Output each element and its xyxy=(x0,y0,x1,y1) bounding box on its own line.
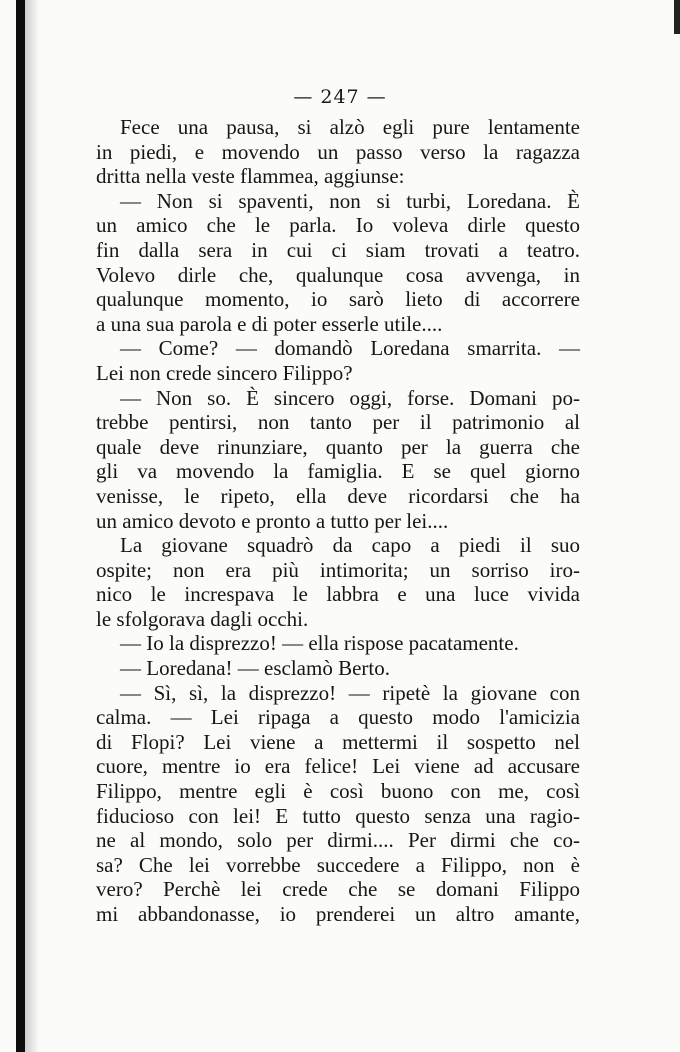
text-line: ne al mondo, solo per dirmi.... Per dirmi che co- xyxy=(96,828,580,853)
text-line: gli va movendo la famiglia. E se quel giorno xyxy=(96,459,580,484)
book-spine-edge xyxy=(16,0,25,1052)
text-line: di Flopi? Lei viene a mettermi il sospetto nel xyxy=(96,729,580,754)
text-line: mi abbandonasse, io prenderei un altro amante, xyxy=(96,902,580,926)
text-line: Volevo dirle che, qualunque cosa avvenga, in xyxy=(96,262,580,287)
text-line: Lei non crede sincero Filippo? xyxy=(96,360,353,385)
text-line: un amico che le parla. Io voleva dirle questo xyxy=(96,213,580,238)
text-line: nico le increspava le labbra e una luce vivida xyxy=(96,582,580,607)
text-line: La giovane squadrò da capo a piedi il suo xyxy=(120,533,580,558)
text-line: calma. — Lei ripaga a questo modo l'amicizia xyxy=(96,705,580,730)
scan-edge-mark xyxy=(674,0,680,34)
body-text xyxy=(96,115,580,927)
text-line: — Sì, sì, la disprezzo! — ripetè la giovane con xyxy=(120,680,580,705)
text-line: quale deve rinunziare, quanto per la guerra che xyxy=(96,434,580,459)
page-number: — 247 — xyxy=(293,86,387,108)
text-line: le sfolgorava dagli occhi. xyxy=(96,606,309,631)
text-line: fiducioso con lei! E tutto questo senza una ragio- xyxy=(96,803,580,828)
text-line: — Come? — domandò Loredana smarrita. — xyxy=(120,336,580,361)
text-line: sa? Che lei vorrebbe succedere a Filippo, non è xyxy=(96,852,580,877)
text-line: qualunque momento, io sarò lieto di accorrere xyxy=(96,287,580,312)
text-line: in piedi, e movendo un passo verso la ragazza xyxy=(96,139,580,164)
text-line: fin dalla sera in cui ci siam trovati a teatro. xyxy=(96,237,580,262)
text-line: trebbe pentirsi, non tanto per il patrimonio al xyxy=(96,410,580,435)
text-line: venisse, le ripeto, ella deve ricordarsi che ha xyxy=(96,483,580,508)
text-line: vero? Perchè lei crede che se domani Filippo xyxy=(96,877,580,902)
text-line: — Io la disprezzo! — ella rispose pacatamente. xyxy=(120,631,519,656)
text-line: a una sua parola e di poter esserle utile.... xyxy=(96,311,443,336)
text-line: un amico devoto e pronto a tutto per lei.... xyxy=(96,508,449,533)
text-line: — Non so. È sincero oggi, forse. Domani po- xyxy=(120,385,580,410)
text-line: Filippo, mentre egli è così buono con me, così xyxy=(96,779,580,804)
text-line: dritta nella veste flammea, aggiunse: xyxy=(96,164,405,189)
spine-shadow xyxy=(25,0,39,1052)
text-line: cuore, mentre io era felice! Lei viene ad accusare xyxy=(96,754,580,779)
text-line: — Loredana! — esclamò Berto. xyxy=(120,656,390,681)
text-line: — Non si spaventi, non si turbi, Loredana. È xyxy=(120,188,580,213)
text-line: ospite; non era più intimorita; un sorriso iro- xyxy=(96,557,580,582)
text-line: Fece una pausa, si alzò egli pure lentamente xyxy=(120,115,580,139)
